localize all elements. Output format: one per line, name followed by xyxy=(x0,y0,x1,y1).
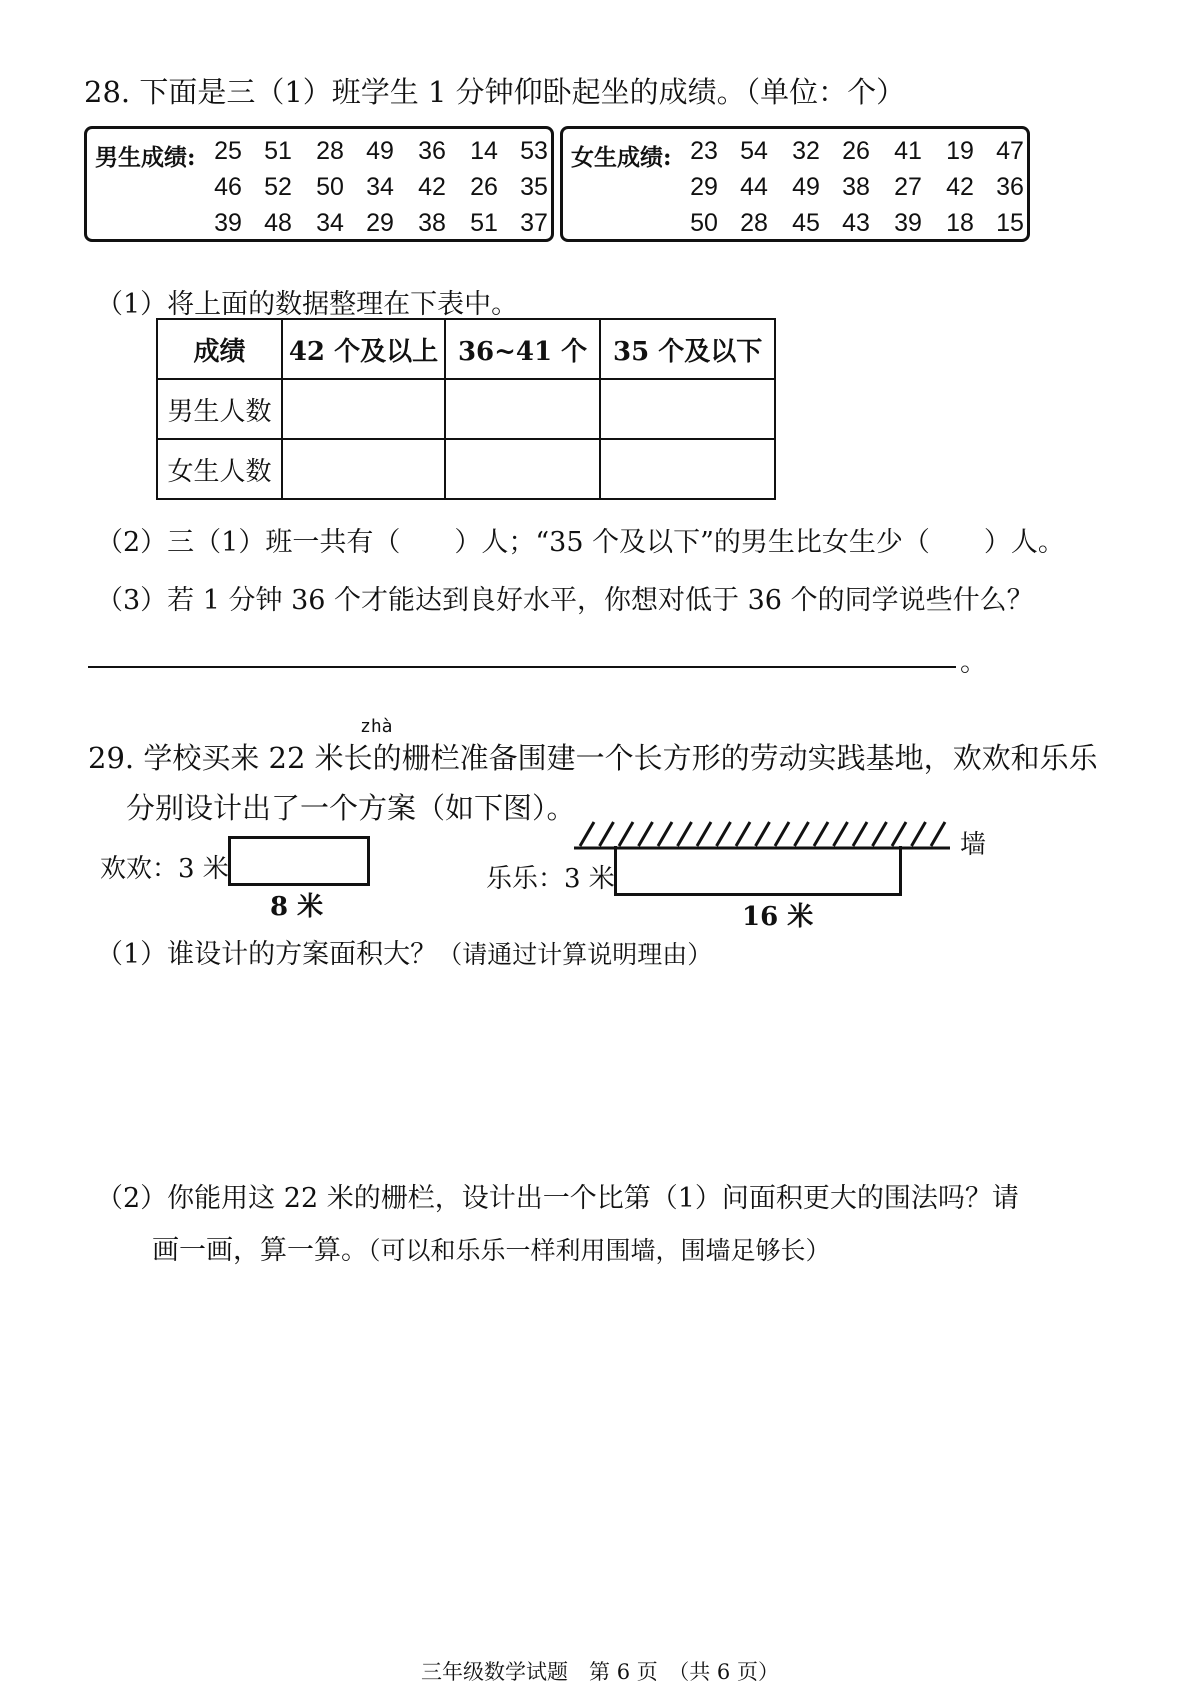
answer-cell[interactable] xyxy=(282,379,445,439)
boys-score-value: 29 xyxy=(366,209,394,237)
boys-score-box xyxy=(84,126,554,242)
answer-cell[interactable] xyxy=(445,379,600,439)
boys-score-value: 51 xyxy=(264,137,292,165)
girls-score-value: 27 xyxy=(894,173,922,201)
girls-score-value: 50 xyxy=(690,209,718,237)
girls-score-value: 18 xyxy=(946,209,974,237)
girls-score-label: 女生成绩: xyxy=(571,144,672,171)
boys-score-value: 52 xyxy=(264,173,292,201)
lele-height-label: 乐乐：3 米 xyxy=(486,864,615,894)
boys-score-value: 39 xyxy=(214,209,242,237)
girls-score-value: 19 xyxy=(946,137,974,165)
girls-score-value: 29 xyxy=(690,173,718,201)
q28-title: 28. 下面是三（1）班学生 1 分钟仰卧起坐的成绩。（单位：个） xyxy=(84,75,906,109)
girls-score-value: 32 xyxy=(792,137,820,165)
boys-score-value: 38 xyxy=(418,209,446,237)
q29-sub2-line2a: 画一画，算一算。 xyxy=(152,1235,368,1266)
boys-score-value: 51 xyxy=(470,209,498,237)
table-header-cell: 成绩 xyxy=(157,319,282,379)
lele-rectangle xyxy=(614,846,902,896)
table-header-cell: 36~41 个 xyxy=(445,319,600,379)
girls-score-value: 26 xyxy=(842,137,870,165)
girls-score-box xyxy=(560,126,1030,242)
girls-score-value: 15 xyxy=(996,209,1024,237)
table-row-label-girls: 女生人数 xyxy=(157,439,282,499)
boys-score-value: 14 xyxy=(470,137,498,165)
q29-sub2-line1: （2）你能用这 22 米的栅栏，设计出一个比第（1）问面积更大的围法吗？请 xyxy=(96,1183,1019,1214)
boys-score-value: 26 xyxy=(470,173,498,201)
boys-score-value: 50 xyxy=(316,173,344,201)
answer-cell[interactable] xyxy=(600,379,775,439)
boys-score-value: 35 xyxy=(520,173,548,201)
wall-label: 墙 xyxy=(960,830,987,860)
girls-score-value: 54 xyxy=(740,137,768,165)
table-header-cell: 35 个及以下 xyxy=(600,319,775,379)
girls-score-value: 39 xyxy=(894,209,922,237)
q28-sub3: （3）若 1 分钟 36 个才能达到良好水平，你想对低于 36 个的同学说些什么？ xyxy=(96,585,1034,616)
table-header-cell: 42 个及以上 xyxy=(282,319,445,379)
girls-score-value: 45 xyxy=(792,209,820,237)
boys-score-value: 28 xyxy=(316,137,344,165)
boys-score-label: 男生成绩: xyxy=(95,144,196,171)
boys-score-value: 46 xyxy=(214,173,242,201)
table-row-label-boys: 男生人数 xyxy=(157,379,282,439)
girls-score-value: 28 xyxy=(740,209,768,237)
q29-sub1 xyxy=(96,932,712,971)
girls-score-value: 43 xyxy=(842,209,870,237)
answer-line-end: 。 xyxy=(960,647,987,678)
girls-score-value: 49 xyxy=(792,173,820,201)
q29-title-line2: 分别设计出了一个方案（如下图）。 xyxy=(126,791,576,825)
q29-sub1-note: （请通过计算说明理由） xyxy=(437,940,713,969)
girls-score-value: 44 xyxy=(740,173,768,201)
girls-score-value: 36 xyxy=(996,173,1024,201)
boys-score-value: 48 xyxy=(264,209,292,237)
girls-score-value: 38 xyxy=(842,173,870,201)
boys-score-value: 34 xyxy=(366,173,394,201)
q29-title-line1: 29. 学校买来 22 米长的栅栏准备围建一个长方形的劳动实践基地，欢欢和乐乐 xyxy=(88,741,1098,775)
girls-score-value: 42 xyxy=(946,173,974,201)
tally-table xyxy=(156,318,776,500)
lele-width-label: 16 米 xyxy=(742,902,814,932)
boys-score-value: 49 xyxy=(366,137,394,165)
answer-cell[interactable] xyxy=(600,439,775,499)
q28-sub1: （1）将上面的数据整理在下表中。 xyxy=(96,289,519,320)
boys-score-value: 42 xyxy=(418,173,446,201)
boys-score-value: 36 xyxy=(418,137,446,165)
boys-score-value: 34 xyxy=(316,209,344,237)
answer-cell[interactable] xyxy=(445,439,600,499)
girls-score-value: 47 xyxy=(996,137,1024,165)
q29-sub2-note: （可以和乐乐一样利用围墙，围墙足够长） xyxy=(368,1236,831,1265)
answer-cell[interactable] xyxy=(282,439,445,499)
boys-score-value: 25 xyxy=(214,137,242,165)
boys-score-value: 53 xyxy=(520,137,548,165)
huanhuan-width-label: 8 米 xyxy=(270,892,324,922)
q28-sub2: （2）三（1）班一共有（ ）人；“35 个及以下”的男生比女生少（ ）人。 xyxy=(96,527,1065,558)
page-footer: 三年级数学试题 第 6 页 （共 6 页） xyxy=(421,1660,779,1684)
pinyin-annotation: zhà xyxy=(360,716,393,737)
answer-line[interactable] xyxy=(88,666,956,668)
girls-score-value: 23 xyxy=(690,137,718,165)
girls-score-value: 41 xyxy=(894,137,922,165)
boys-score-value: 37 xyxy=(520,209,548,237)
huanhuan-rectangle xyxy=(228,836,370,886)
q29-sub1-text: （1）谁设计的方案面积大？ xyxy=(96,939,438,970)
huanhuan-height-label: 欢欢：3 米 xyxy=(100,854,229,884)
q29-sub2-line2 xyxy=(152,1228,831,1267)
